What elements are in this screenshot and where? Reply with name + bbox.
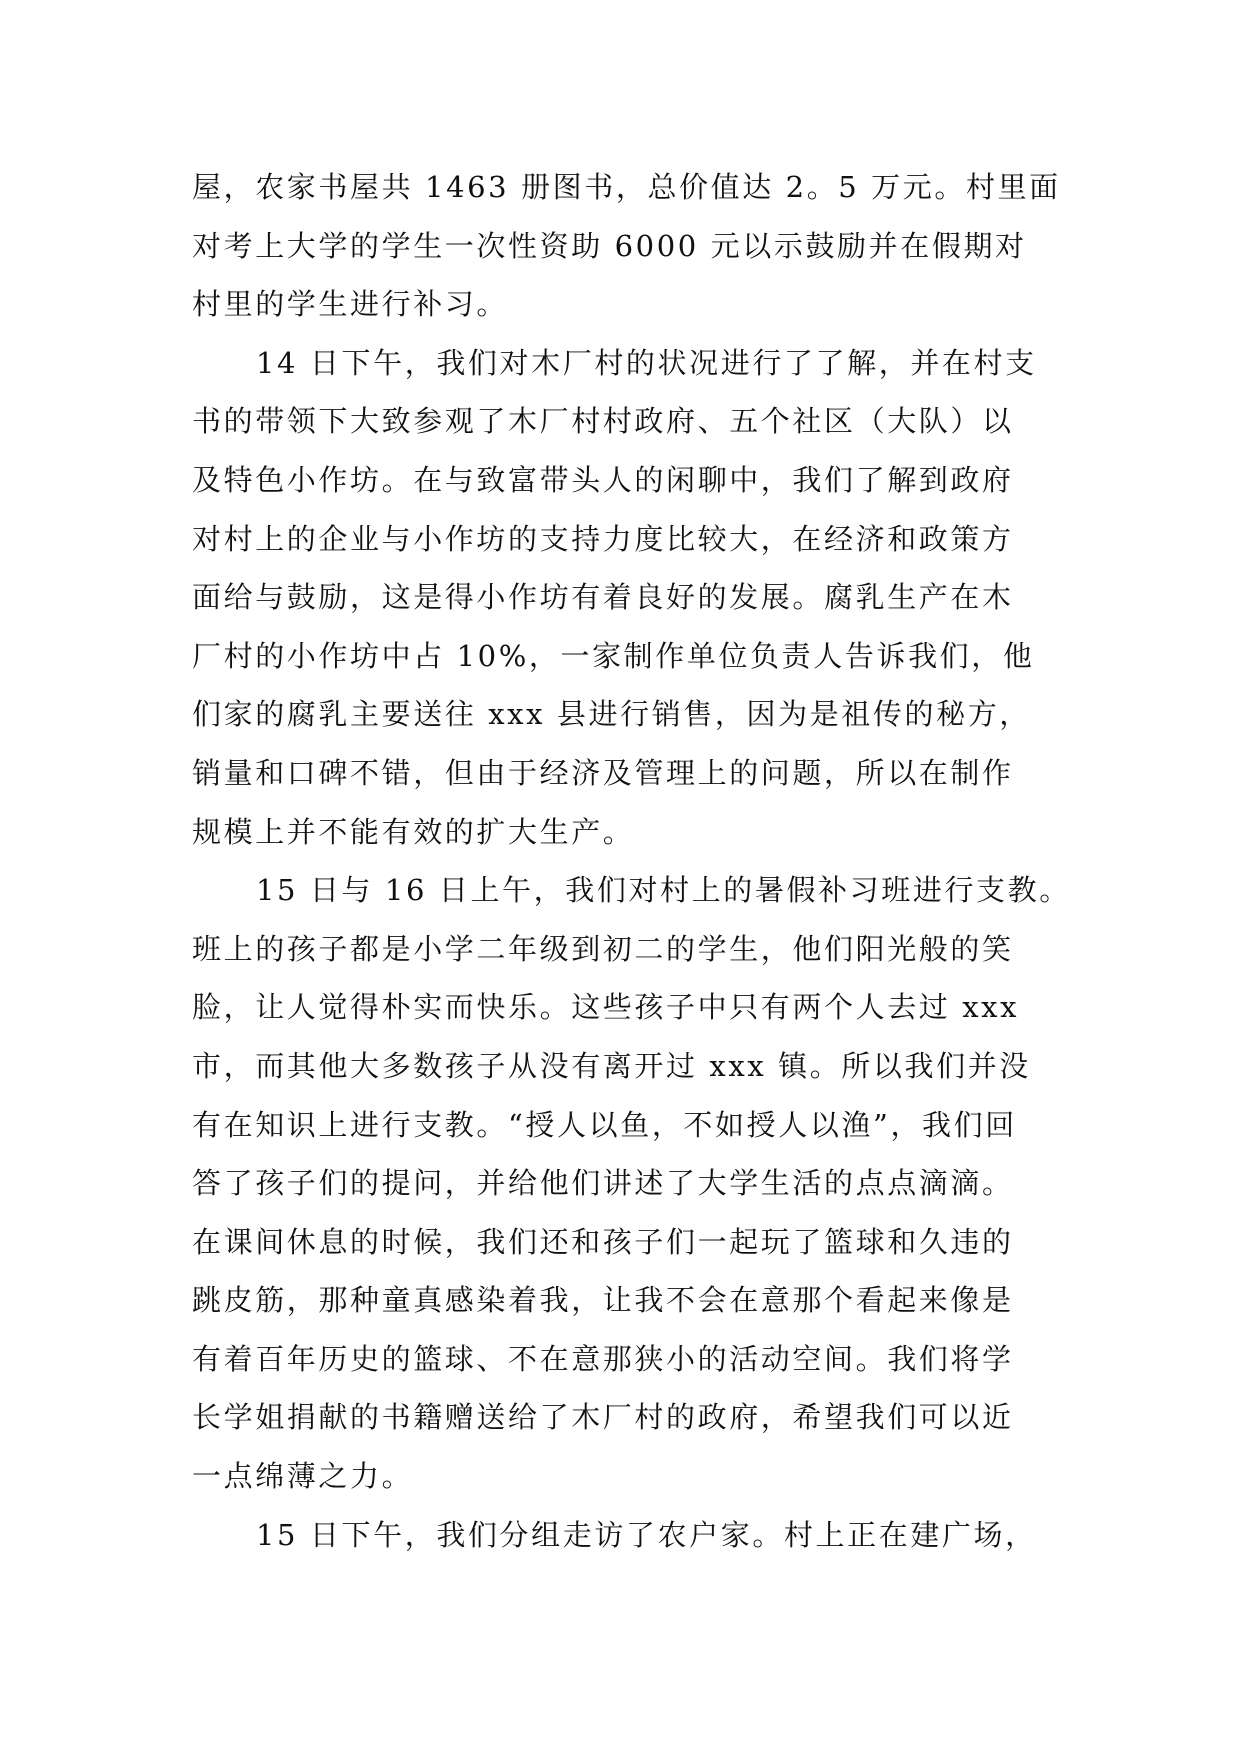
text-line: 及特色小作坊。在与致富带头人的闲聊中，我们了解到政府 bbox=[192, 462, 1014, 497]
text-line: 对村上的企业与小作坊的支持力度比较大，在经济和政策方 bbox=[192, 521, 1014, 556]
text-line: 脸，让人觉得朴实而快乐。这些孩子中只有两个人去过 xxx bbox=[192, 990, 1020, 1025]
text-line: 有着百年历史的篮球、不在意那狭小的活动空间。我们将学 bbox=[192, 1341, 1014, 1376]
text-line: 村里的学生进行补习。 bbox=[192, 287, 509, 322]
text-line: 销量和口碑不错，但由于经济及管理上的问题，所以在制作 bbox=[192, 755, 1014, 790]
text-line: 有在知识上进行支教。“授人以鱼，不如授人以渔”，我们回 bbox=[192, 1107, 1017, 1142]
text-line: 对考上大学的学生一次性资助 6000 元以示鼓励并在假期对 bbox=[192, 228, 1027, 263]
text-line: 规模上并不能有效的扩大生产。 bbox=[192, 814, 635, 849]
text-line: 一点绵薄之力。 bbox=[192, 1459, 414, 1494]
text-line: 班上的孩子都是小学二年级到初二的学生，他们阳光般的笑 bbox=[192, 931, 1014, 966]
text-line: 书的带领下大致参观了木厂村村政府、五个社区（大队）以 bbox=[192, 404, 1014, 439]
text-line: 在课间休息的时候，我们还和孩子们一起玩了篮球和久违的 bbox=[192, 1224, 1014, 1259]
text-line: 们家的腐乳主要送往 xxx 县进行销售，因为是祖传的秘方， bbox=[192, 697, 1031, 732]
text-line: 跳皮筋，那种童真感染着我，让我不会在意那个看起来像是 bbox=[192, 1283, 1014, 1318]
text-line: 屋，农家书屋共 1463 册图书，总价值达 2。5 万元。村里面 bbox=[192, 170, 1061, 204]
paragraph-first-line: 14 日下午，我们对木厂村的状况进行了了解，并在村支 bbox=[256, 345, 1037, 380]
text-line: 市，而其他大多数孩子从没有离开过 xxx 镇。所以我们并没 bbox=[192, 1048, 1031, 1083]
document-body bbox=[192, 158, 1071, 1564]
text-line: 答了孩子们的提问，并给他们讲述了大学生活的点点滴滴。 bbox=[192, 1166, 1014, 1201]
text-line: 面给与鼓励，这是得小作坊有着良好的发展。腐乳生产在木 bbox=[192, 580, 1014, 615]
paragraph-first-line: 15 日与 16 日上午，我们对村上的暑假补习班进行支教。 bbox=[256, 873, 1071, 908]
text-line: 长学姐捐献的书籍赠送给了木厂村的政府，希望我们可以近 bbox=[192, 1400, 1014, 1435]
paragraph-first-line: 15 日下午，我们分组走访了农户家。村上正在建广场， bbox=[256, 1517, 1037, 1552]
text-line: 厂村的小作坊中占 10%，一家制作单位负责人告诉我们，他 bbox=[192, 638, 1035, 673]
